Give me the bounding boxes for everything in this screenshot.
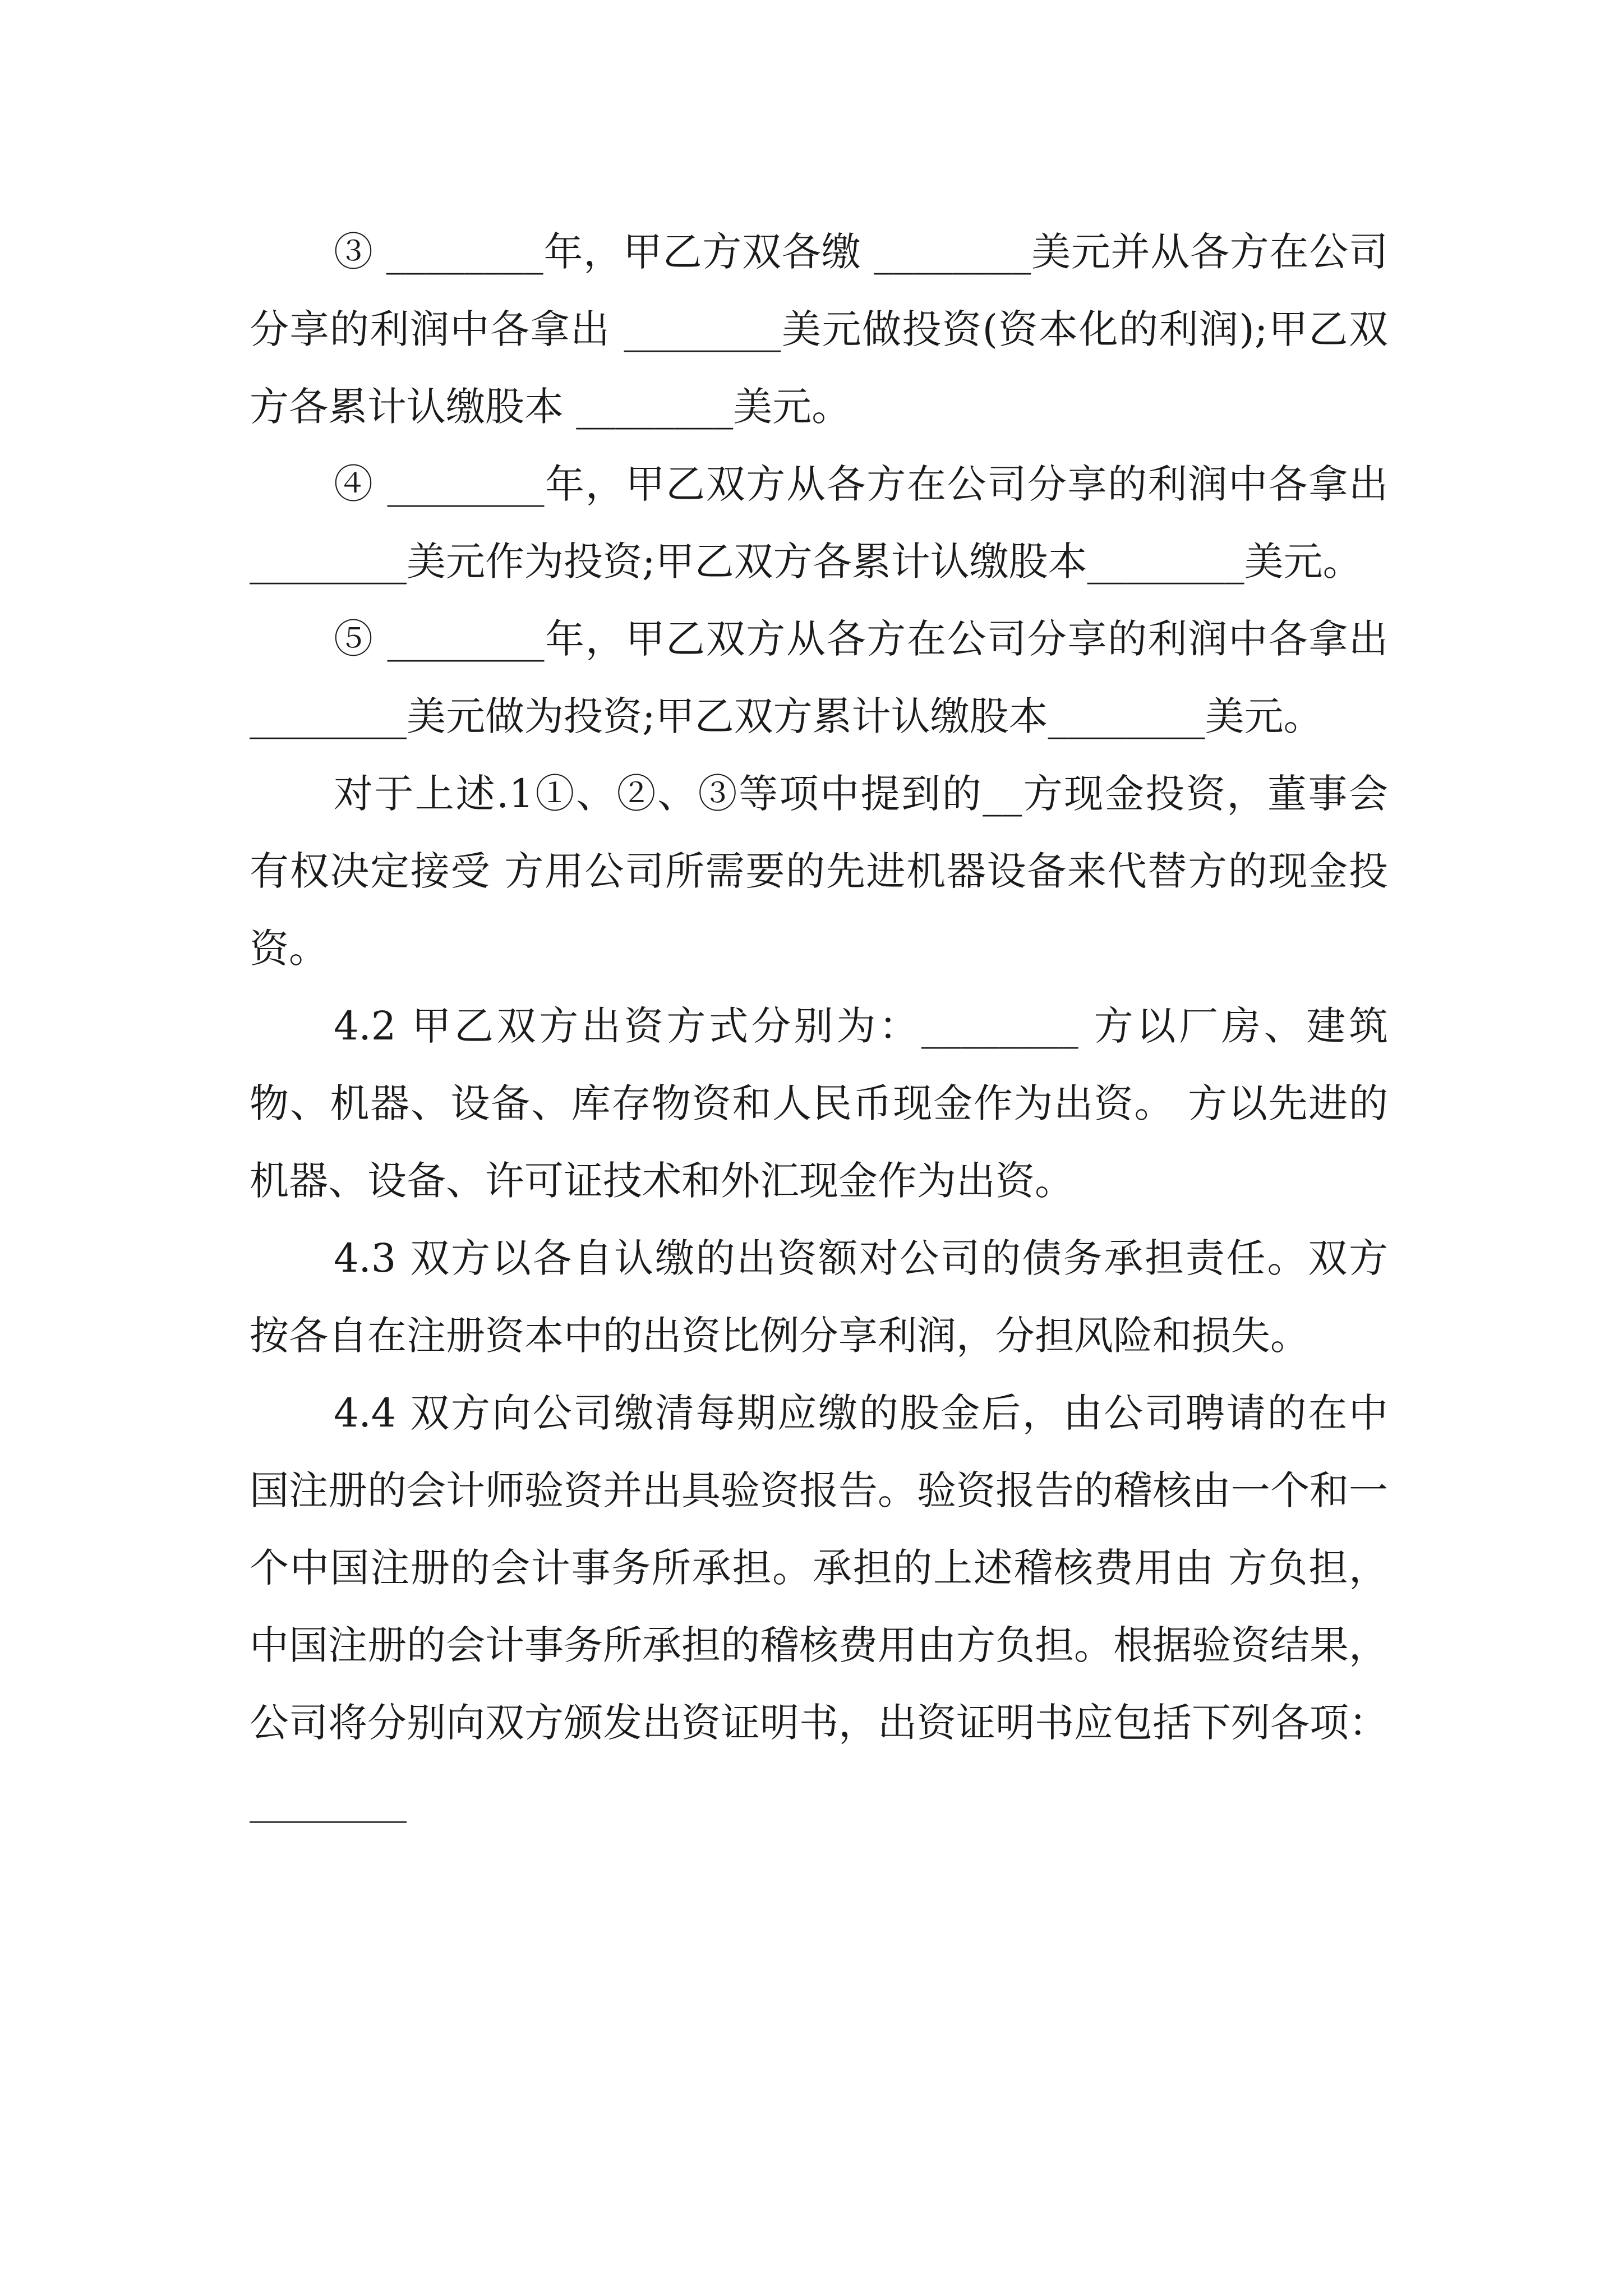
paragraph-clause-4-3: 4.3 双方以各自认缴的出资额对公司的债务承担责任。双方按各自在注册资本中的出资比例分享利润，分担风险和损失。 [250, 1235, 1388, 1359]
paragraph-item-5: ⑤ ________年，甲乙双方从各方在公司分享的利润中各拿出 ________美元做为投资;甲乙双方累计认缴股本________美元。 [250, 616, 1388, 739]
paragraph-item-3: ③ ________年，甲乙方双各缴 ________美元并从各方在公司分享的利润中各拿出 ________美元做投资(资本化的利润);甲乙双方各累计认缴股本 ________美元。 [250, 229, 1388, 430]
paragraph-clause-4-2: 4.2 甲乙双方出资方式分别为：________ 方以厂房、建筑物、机器、设备、库存物资和人民币现金作为出资。 方以先进的机器、设备、许可证技术和外汇现金作为出资。 [250, 1003, 1388, 1204]
document-body [250, 213, 1388, 1839]
paragraph-item-4: ④ ________年，甲乙双方从各方在公司分享的利润中各拿出 ________美元作为投资;甲乙双方各累计认缴股本________美元。 [250, 461, 1388, 585]
paragraph-clause-4-4: 4.4 双方向公司缴清每期应缴的股金后，由公司聘请的在中国注册的会计师验资并出具验资报告。验资报告的稽核由一个和一个中国注册的会计事务所承担。承担的上述稽核费用由 方负担，中国注册的会计事务所承担的稽核费用由方负担。根据验资结果，公司将分别向双方颁发出资证明书，出资证明书应包括下列各项：________ [250, 1390, 1388, 1823]
paragraph-cash-investment: 对于上述.1①、②、③等项中提到的__方现金投资，董事会有权决定接受 方用公司所需要的先进机器设备来代替方的现金投资。 [250, 771, 1388, 972]
